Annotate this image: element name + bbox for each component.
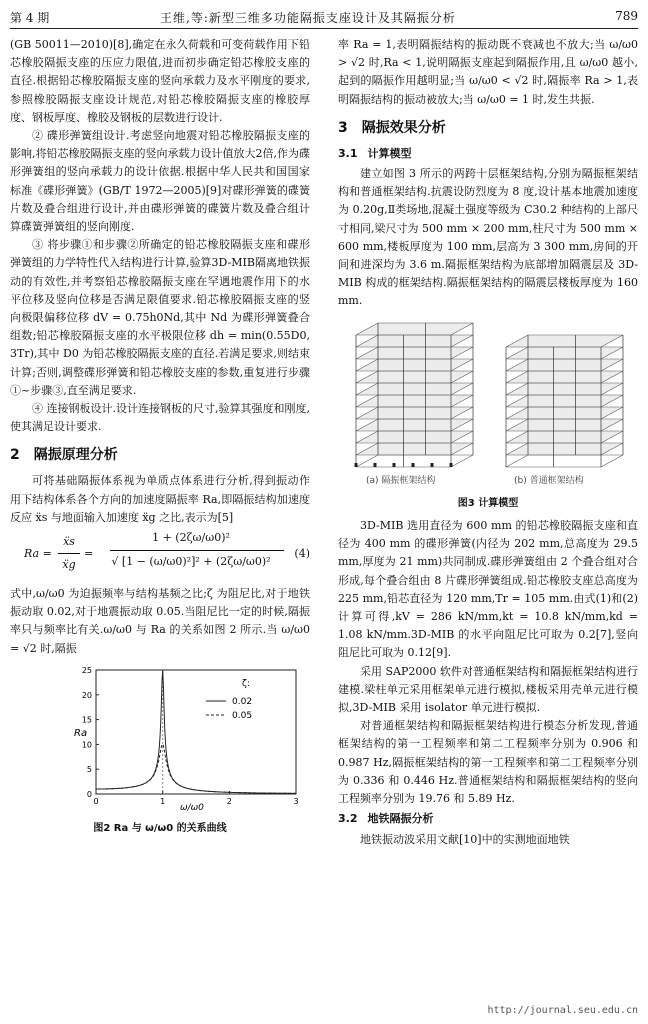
page-header bbox=[10, 4, 638, 28]
y-tick-label: 10 bbox=[81, 740, 92, 750]
fraction-denominator: ẍg bbox=[62, 558, 76, 572]
fig3-subcaption-b: (b) 普通框架结构 bbox=[514, 475, 584, 486]
x-tick-label: 2 bbox=[226, 796, 232, 806]
floor-slab bbox=[356, 359, 473, 371]
paragraph: 建立如图 3 所示的两跨十层框架结构,分别为隔振框架结构和普通框架结构.抗震设防烈度为 8 度,设计基本地震加速度为 0.20g,Ⅱ类场地,混凝土强度等级为 C30.2 种结构的上部尺寸相同,梁尺寸为 500 mm × 200 mm,柱尺寸为 500 mm × 600 mm,楼板厚度为 100 mm,层高为 3 300 mm,房间的开间和进深均为 3.6 m.隔振框架结构为底部增加隔震层及 3D-MIB 构成的框架结构.隔振框架结构的隔震层楼板厚度为 160 mm. bbox=[338, 167, 638, 308]
isolator-bearing bbox=[431, 463, 434, 467]
y-tick-label: 5 bbox=[86, 765, 92, 775]
floor-slab bbox=[356, 383, 473, 395]
floor-slab bbox=[356, 443, 473, 455]
left-column bbox=[10, 36, 310, 838]
section-number: 2 bbox=[10, 447, 20, 464]
floor-slab bbox=[506, 371, 623, 383]
y-tick-label: 15 bbox=[81, 715, 92, 725]
subsection-number: 3.1 bbox=[338, 146, 358, 160]
paragraph: 3D-MIB 选用直径为 600 mm 的铅芯橡胶隔振支座和直径为 400 mm 的碟形弹簧(内径为 202 mm,总高度为 29.5 mm,厚度为 21 mm)共同制成.碟形弹簧组由 2 个叠合组对合形成,每个叠合组由 8 片碟形弹簧组成.铅芯橡胶支座总高度为 225 mm,铅芯直径为 120 mm,Tr = 105 mm.由式(1)和(2)计算可得,kV = 286 kN/mm,kt = 10.8 kN/mm,kd = 1.08 kN/mm.3D-MIB 的水平向阻尼比可取为 0.2[7],竖向阻尼比可取为 0.12[9]. bbox=[338, 519, 638, 660]
equation-fraction bbox=[98, 529, 284, 571]
floor-slab bbox=[356, 395, 473, 407]
isolator-bearing bbox=[374, 463, 377, 467]
right-column bbox=[338, 36, 638, 849]
y-axis-label: Ra bbox=[74, 727, 88, 739]
floor-slab bbox=[506, 407, 623, 419]
fig3-subcaption-a: (a) 隔振框架结构 bbox=[366, 475, 436, 486]
floor-slab bbox=[356, 371, 473, 383]
section-heading bbox=[10, 445, 310, 465]
paragraph: 率 Ra = 1,表明隔振结构的振动既不衰减也不放大;当 ω/ω0 > √2 时,Ra < 1,说明隔振支座起到隔振作用,且 ω/ω0 越小,起到的隔振作用越明显;当 ω/ω0 < √2 时,隔振率 Ra > 1,表明隔振结构的振动被放大;当 ω/ω0 = 1 时,发生共振. bbox=[338, 38, 638, 106]
equation-4 bbox=[10, 529, 310, 581]
equation-lhs: Ra = bbox=[24, 547, 52, 561]
floor-slab bbox=[506, 395, 623, 407]
figure-3-caption: 图3 计算模型 bbox=[457, 497, 519, 509]
fraction-denominator: √ [1 − (ω/ω0)²]² + (2ζω/ω0)² bbox=[111, 555, 271, 569]
x-tick-label: 3 bbox=[293, 796, 299, 806]
paragraph: ② 碟形弹簧组设计.考虑竖向地震对铅芯橡胶隔振支座的影响,将铅芯橡胶隔振支座的竖向承载力设计值放大2倍,作为碟形弹簧组的竖向承载力的设计依据.根据中华人民共和国国家标准《碟形弹簧》(GB/T 1972—2005)[9]对碟形弹簧的碟簧片数及叠合组进行设计,并由碟形弹簧的碟簧片数及叠合组计算碟簧弹簧组的竖向刚度. bbox=[10, 129, 310, 234]
figure-3 bbox=[338, 317, 638, 513]
paragraph: ③ 将步骤①和步骤②所确定的铅芯橡胶隔振支座和碟形弹簧组的力学特性代入结构进行计算,验算3D-MIB隔离地铁振动的有效性,并考察铅芯橡胶隔振支座在罕遇地震作用下的水平位移及竖向位移是否满足限值要求.铅芯橡胶隔振支座的竖向极限偏移位移 dV = 0.75h0Nd,其中 Nd 为碟形弹簧叠合组数;铅芯橡胶隔振支座的水平极限位移 dh = min(0.55D0, 3Tr),其中 D0 为铅芯橡胶隔振支座的直径.若满足要求,则结束计算;否则,调整碟形弹簧和铅芯橡胶支座的参数,重复进行步骤①~步骤③,直至满足要求. bbox=[10, 238, 310, 397]
floor-slab bbox=[356, 347, 473, 359]
ra-ratio-chart bbox=[10, 664, 310, 814]
floor-slab bbox=[506, 419, 623, 431]
subsection-heading bbox=[338, 145, 638, 163]
subsection-title: 地铁隔振分析 bbox=[367, 812, 434, 826]
fraction-numerator: ẍs bbox=[63, 535, 75, 549]
page-number: 789 bbox=[615, 9, 638, 23]
ordinary-frame-model bbox=[506, 335, 623, 467]
paragraph: (GB 50011—2010)[8],确定在永久荷载和可变荷载作用下铅芯橡胶隔振支座的压应力限值,进而初步确定铅芯橡胶支座的直径.根据铅芯橡胶隔振支座的竖向承载力及水平刚度的要求,参照橡胶隔振支座设计规范,对铅芯橡胶隔振支座的橡胶厚度、钢板厚度、橡胶及钢板的层数进行设计. bbox=[10, 38, 310, 124]
equals-sign: = bbox=[84, 547, 94, 561]
x-tick-label: 0 bbox=[93, 796, 99, 806]
figure-2-caption: 图2 Ra 与 ω/ω0 的关系曲线 bbox=[93, 823, 227, 835]
plot-frame bbox=[96, 670, 296, 794]
subsection-heading bbox=[338, 810, 638, 828]
floor-slab bbox=[356, 335, 473, 347]
floor-slab bbox=[356, 323, 473, 335]
paragraph: 可将基础隔振体系视为单质点体系进行分析,得到振动作用下结构体系各个方向的加速度隔振率 Ra,即隔振结构加速度反应 ẍs 与地面输入加速度 ẍg 之比,表示为[5] bbox=[10, 474, 310, 524]
floor-slab bbox=[356, 407, 473, 419]
y-tick-label: 0 bbox=[86, 789, 92, 799]
paragraph: 对普通框架结构和隔振框架结构进行模态分析发现,普通框架结构的第一工程频率和第二工程频率分别为 0.906 和 0.987 Hz,隔振框架结构的第一工程频率和第二工程频率分别为 0.336 和 0.446 Hz.普通框架结构和隔振框架结构的竖向工程频率分别为 19.76 和 5.89 Hz. bbox=[338, 719, 638, 806]
legend-label-0.02: 0.02 bbox=[232, 696, 253, 707]
isolator-bearing bbox=[450, 463, 453, 467]
isolator-bearing bbox=[412, 463, 415, 467]
floor-slab bbox=[356, 431, 473, 443]
section-heading bbox=[338, 118, 638, 138]
isolated-frame-model bbox=[355, 323, 474, 467]
floor-slab bbox=[506, 455, 623, 467]
header-rule bbox=[10, 28, 638, 29]
equation-fraction bbox=[58, 533, 80, 574]
section-title: 隔振原理分析 bbox=[33, 447, 118, 464]
issue-number: 第 4 期 bbox=[10, 11, 50, 25]
series-line-0.05 bbox=[96, 744, 296, 793]
legend-label-0.05: 0.05 bbox=[232, 710, 253, 721]
paragraph: 地铁振动波采用文献[10]中的实测地面地铁 bbox=[360, 832, 570, 846]
y-tick-label: 25 bbox=[81, 665, 92, 675]
y-tick-label: 20 bbox=[81, 690, 92, 700]
floor-slab bbox=[356, 419, 473, 431]
x-axis-label: ω/ω0 bbox=[180, 802, 204, 813]
legend-title: ζ: bbox=[242, 678, 250, 689]
equation-number: (4) bbox=[294, 547, 310, 561]
subsection-title: 计算模型 bbox=[367, 146, 412, 160]
isolator-bearing bbox=[393, 463, 396, 467]
floor-slab bbox=[506, 383, 623, 395]
journal-url: http://journal.seu.edu.cn bbox=[487, 1005, 638, 1016]
subsection-number: 3.2 bbox=[338, 812, 358, 826]
floor-slab bbox=[506, 443, 623, 455]
floor-slab bbox=[506, 359, 623, 371]
section-title: 隔振效果分析 bbox=[361, 119, 446, 136]
fraction-numerator: 1 + (2ζω/ω0)² bbox=[152, 531, 230, 545]
figure-2 bbox=[10, 664, 310, 838]
running-title: 王维,等:新型三维多功能隔振支座设计及其隔振分析 bbox=[160, 11, 456, 25]
paragraph: 采用 SAP2000 软件对普通框架结构和隔振框架结构进行建模.梁柱单元采用框架单元进行模拟,楼板采用壳单元进行模拟,3D-MIB 采用 isolator 单元进行模拟. bbox=[338, 664, 638, 715]
series-line-0.02 bbox=[96, 670, 296, 793]
floor-slab bbox=[506, 347, 623, 359]
paragraph: ④ 连接钢板设计.设计连接钢板的尺寸,验算其强度和刚度,使其满足设计要求. bbox=[10, 402, 310, 434]
isolator-bearing bbox=[355, 463, 358, 467]
floor-slab bbox=[506, 431, 623, 443]
frame-models-figure bbox=[338, 317, 638, 487]
floor-slab bbox=[506, 335, 623, 347]
x-tick-label: 1 bbox=[160, 796, 166, 806]
paragraph: 式中,ω/ω0 为迫振频率与结构基频之比;ζ 为阻尼比,对于地铁振动取 0.02,对于地震振动取 0.05.当阻尼比一定的时候,隔振率只与频率比有关.ω/ω0 与 Ra 的关系如图 2 所示.当 ω/ω0 = √2 时,隔振 bbox=[10, 587, 310, 655]
section-number: 3 bbox=[338, 119, 348, 136]
